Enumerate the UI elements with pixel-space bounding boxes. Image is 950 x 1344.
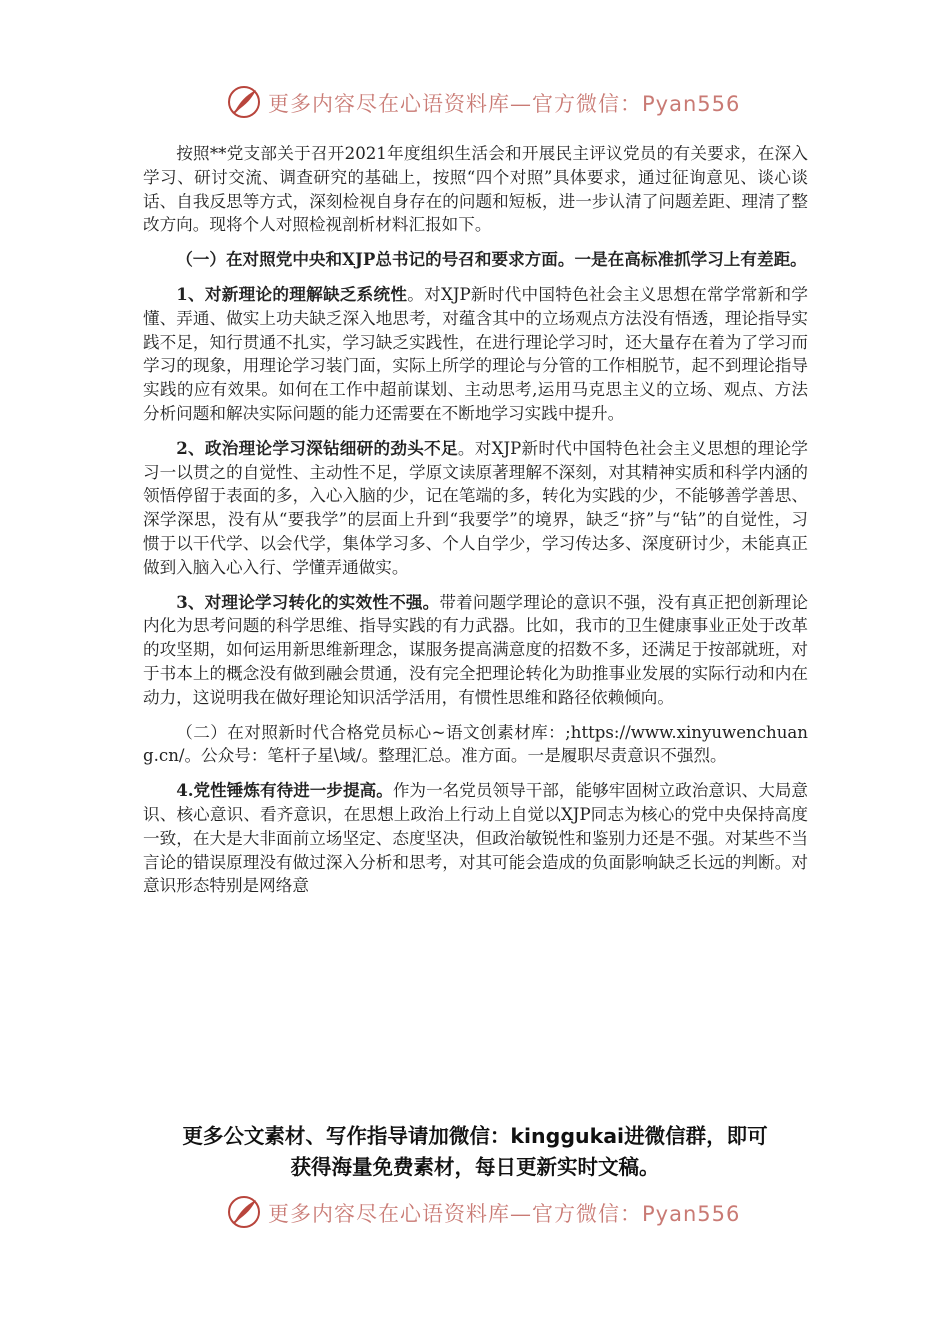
footer-watermark-banner xyxy=(0,1192,950,1232)
header-watermark-banner xyxy=(0,82,950,122)
promo-line-2: 获得海量免费素材，每日更新实时文稿。 xyxy=(290,1155,660,1179)
paragraph-intro: 按照**党支部关于召开2021年度组织生活会和开展民主评议党员的有关要求，在深入学习、研讨交流、调查研究的基础上，按照“四个对照”具体要求，通过征询意见、谈心谈话、自我反思等方式，深刻检视自身存在的问题和短板，进一步认清了问题差距、理清了整改方向。现将个人对照检视剖析材料汇报如下。 xyxy=(143,144,808,235)
section-heading-2: （二）在对照新时代合格党员标心~语文创素材库：;https://www.xinyuwenchuang.cn/。公众号：笔杆子星\域/。整理汇总。准方面。一是履职尽责意识不强烈。 xyxy=(143,722,808,766)
document-body xyxy=(143,142,808,909)
promo-notice xyxy=(100,1121,850,1183)
quill-logo-icon xyxy=(226,1194,262,1230)
quill-logo-icon xyxy=(226,84,262,120)
paragraph-item-1: 1、对新理论的理解缺乏系统性。对XJP新时代中国特色社会主义思想在常学常新和学懂、弄通、做实上功夫缺乏深入地思考，对蕴含其中的立场观点方法没有悟透，理论指导实践不足，知行贯通不扎实，学习缺乏实践性，在进行理论学习时，还大量存在着为了学习而学习的现象，用理论学习装门面，实际上所学的理论与分管的工作相脱节，起不到理论指导实践的应有效果。如何在工作中超前谋划、主动思考,运用马克思主义的立场、观点、方法分析问题和解决实际问题的能力还需要在不断地学习实践中提升。 xyxy=(143,283,808,423)
section-heading-1: （一）在对照党中央和XJP总书记的号召和要求方面。一是在高标准抓学习上有差距。 xyxy=(176,249,807,270)
paragraph-item-4: 4.党性锤炼有待进一步提高。作为一名党员领导干部，能够牢固树立政治意识、大局意识、核心意识、看齐意识，在思想上政治上行动上自觉以XJP同志为核心的党中央保持高度一致，在大是大非面前立场坚定、态度坚决，但政治敏锐性和鉴别力还是不强。对某些不当言论的错误原理没有做过深入分析和思考，对其可能会造成的负面影响缺乏长远的判断。对意识形态特别是网络意 xyxy=(143,780,809,896)
banner-text: 更多内容尽在心语资料库—官方微信：Pyan556 xyxy=(268,1202,741,1226)
promo-line-1: 更多公文素材、写作指导请加微信：kinggukai进微信群，即可 xyxy=(182,1124,768,1148)
banner-text: 更多内容尽在心语资料库—官方微信：Pyan556 xyxy=(268,92,741,116)
paragraph-item-3: 3、对理论学习转化的实效性不强。带着问题学理论的意识不强，没有真正把创新理论内化为思考问题的科学思维、指导实践的有力武器。比如，我市的卫生健康事业正处于改革的攻坚期，如何运用新思维新理念，谋服务提高满意度的招数不多，还满足于按部就班，对于书本上的概念没有做到融会贯通，没有完全把理论转化为助推事业发展的实际行动和内在动力，这说明我在做好理论知识活学活用，有惯性思维和路径依赖倾向。 xyxy=(143,591,809,707)
paragraph-item-2: 2、政治理论学习深钻细研的劲头不足。对XJP新时代中国特色社会主义思想的理论学习一以贯之的自觉性、主动性不足，学原文读原著理解不深刻，对其精神实质和科学内涵的领悟停留于表面的多，入心入脑的少，记在笔端的多，转化为实践的少，不能够善学善思、深学深思，没有从“要我学”的层面上升到“我要学”的境界，缺乏“挤”与“钻”的自觉性，习惯于以干代学、以会代学，集体学习多、个人自学少，学习传达多、深度研讨少，未能真正做到入脑入心入行、学懂弄通做实。 xyxy=(143,437,808,577)
